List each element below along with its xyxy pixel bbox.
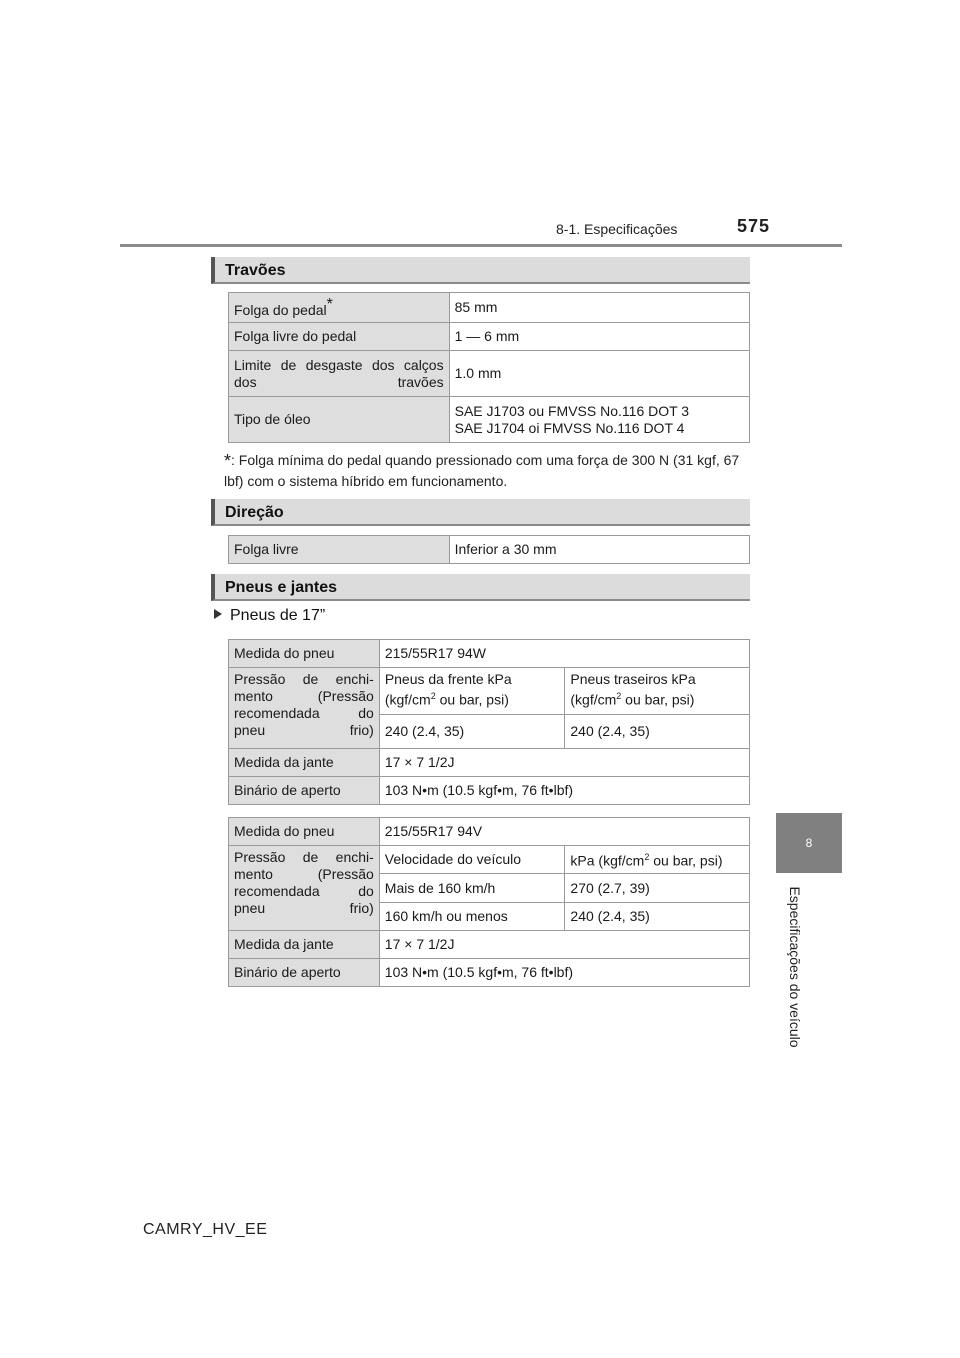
kpa-value: 270 (2.7, 39) xyxy=(565,874,750,903)
table-row xyxy=(229,397,750,443)
header-section-title: 8-1. Especificações xyxy=(556,221,678,237)
page-number: 575 xyxy=(737,216,771,236)
triangle-right-icon xyxy=(214,609,222,619)
tire-size-label: Medida do pneu xyxy=(229,640,380,668)
section-heading-brakes: Travões xyxy=(211,257,750,284)
brakes-footnote: *: Folga mínima do pedal quando pressionado com uma força de 300 N (31 kgf, 67 lbf) com o sistema híbrido em funcionamento. xyxy=(224,451,740,489)
tire-size-value: 215/55R17 94W xyxy=(379,640,749,668)
front-pressure-head: Pneus da frente kPa ($kgf/cm^2$ ou bar, psi) xyxy=(379,668,565,715)
steering-value-free-play: Inferior a 30 mm xyxy=(449,536,749,564)
torque-value: 103 N•m (10.5 kgf•m, 76 ft•lbf) xyxy=(379,777,749,805)
table-row xyxy=(229,846,750,874)
chapter-tab[interactable] xyxy=(776,813,842,873)
table-row xyxy=(229,668,750,715)
table-row xyxy=(229,959,750,987)
table-row xyxy=(229,293,750,323)
kpa-head: kPa ($kgf/cm^2$ ou bar, psi) xyxy=(565,846,750,874)
table-row xyxy=(229,777,750,805)
speed-value: 160 km/h ou menos xyxy=(379,903,565,931)
chapter-label-vertical xyxy=(780,882,810,1052)
tires-subheading: Pneus de 17” xyxy=(214,607,325,625)
brake-value-pedal-play: 85 mm xyxy=(449,293,749,323)
table-row xyxy=(229,931,750,959)
tire-size-value: 215/55R17 94V xyxy=(379,818,749,846)
torque-label: Binário de aperto xyxy=(229,959,380,987)
brake-label-pedal-play: Folga do pedal* xyxy=(229,293,450,323)
tire-size-label: Medida do pneu xyxy=(229,818,380,846)
brake-label-fluid-type: Tipo de óleo xyxy=(229,397,450,443)
header-divider xyxy=(120,244,842,247)
brake-value-pad-wear: 1.0 mm xyxy=(449,351,749,397)
kpa-value: 240 (2.4, 35) xyxy=(565,903,750,931)
steering-table xyxy=(228,535,750,564)
table-row xyxy=(229,640,750,668)
chapter-number: 8 xyxy=(805,836,813,850)
rim-size-label: Medida da jante xyxy=(229,931,380,959)
footnote-mark: * xyxy=(326,296,333,313)
brake-value-fluid-type: SAE J1703 ou FMVSS No.116 DOT 3 SAE J1704 oi FMVSS No.116 DOT 4 xyxy=(449,397,749,443)
table-row xyxy=(229,323,750,351)
rim-size-label: Medida da jante xyxy=(229,749,380,777)
table-row xyxy=(229,818,750,846)
front-pressure-value: 240 (2.4, 35) xyxy=(379,715,565,749)
brake-value-free-play: 1 — 6 mm xyxy=(449,323,749,351)
section-heading-tires: Pneus e jantes xyxy=(211,574,750,601)
speed-value: Mais de 160 km/h xyxy=(379,874,565,903)
table-row xyxy=(229,351,750,397)
torque-value: 103 N•m (10.5 kgf•m, 76 ft•lbf) xyxy=(379,959,749,987)
document-code: CAMRY_HV_EE xyxy=(143,1221,268,1238)
rim-size-value: 17 × 7 1/2J xyxy=(379,749,749,777)
brake-label-pad-wear: Limite de desgaste dos calços dos travões xyxy=(229,351,450,397)
section-heading-steering: Direção xyxy=(211,499,750,526)
tires-table-94v xyxy=(228,817,750,987)
chapter-label: Especificações do veículo xyxy=(787,886,803,1048)
tire-pressure-label: Pressão de enchi- mento (Pressão recomendada do pneu frio) xyxy=(229,846,380,931)
brakes-table xyxy=(228,292,750,443)
rim-size-value: 17 × 7 1/2J xyxy=(379,931,749,959)
table-row xyxy=(229,749,750,777)
rear-pressure-value: 240 (2.4, 35) xyxy=(565,715,750,749)
brake-label-free-play: Folga livre do pedal xyxy=(229,323,450,351)
tire-pressure-label: Pressão de enchi- mento (Pressão recomendada do pneu frio) xyxy=(229,668,380,749)
rear-pressure-head: Pneus traseiros kPa ($kgf/cm^2$ ou bar, psi) xyxy=(565,668,750,715)
tires-table-94w xyxy=(228,639,750,805)
torque-label: Binário de aperto xyxy=(229,777,380,805)
table-row xyxy=(229,536,750,564)
speed-head: Velocidade do veículo xyxy=(379,846,565,874)
steering-label-free-play: Folga livre xyxy=(229,536,450,564)
